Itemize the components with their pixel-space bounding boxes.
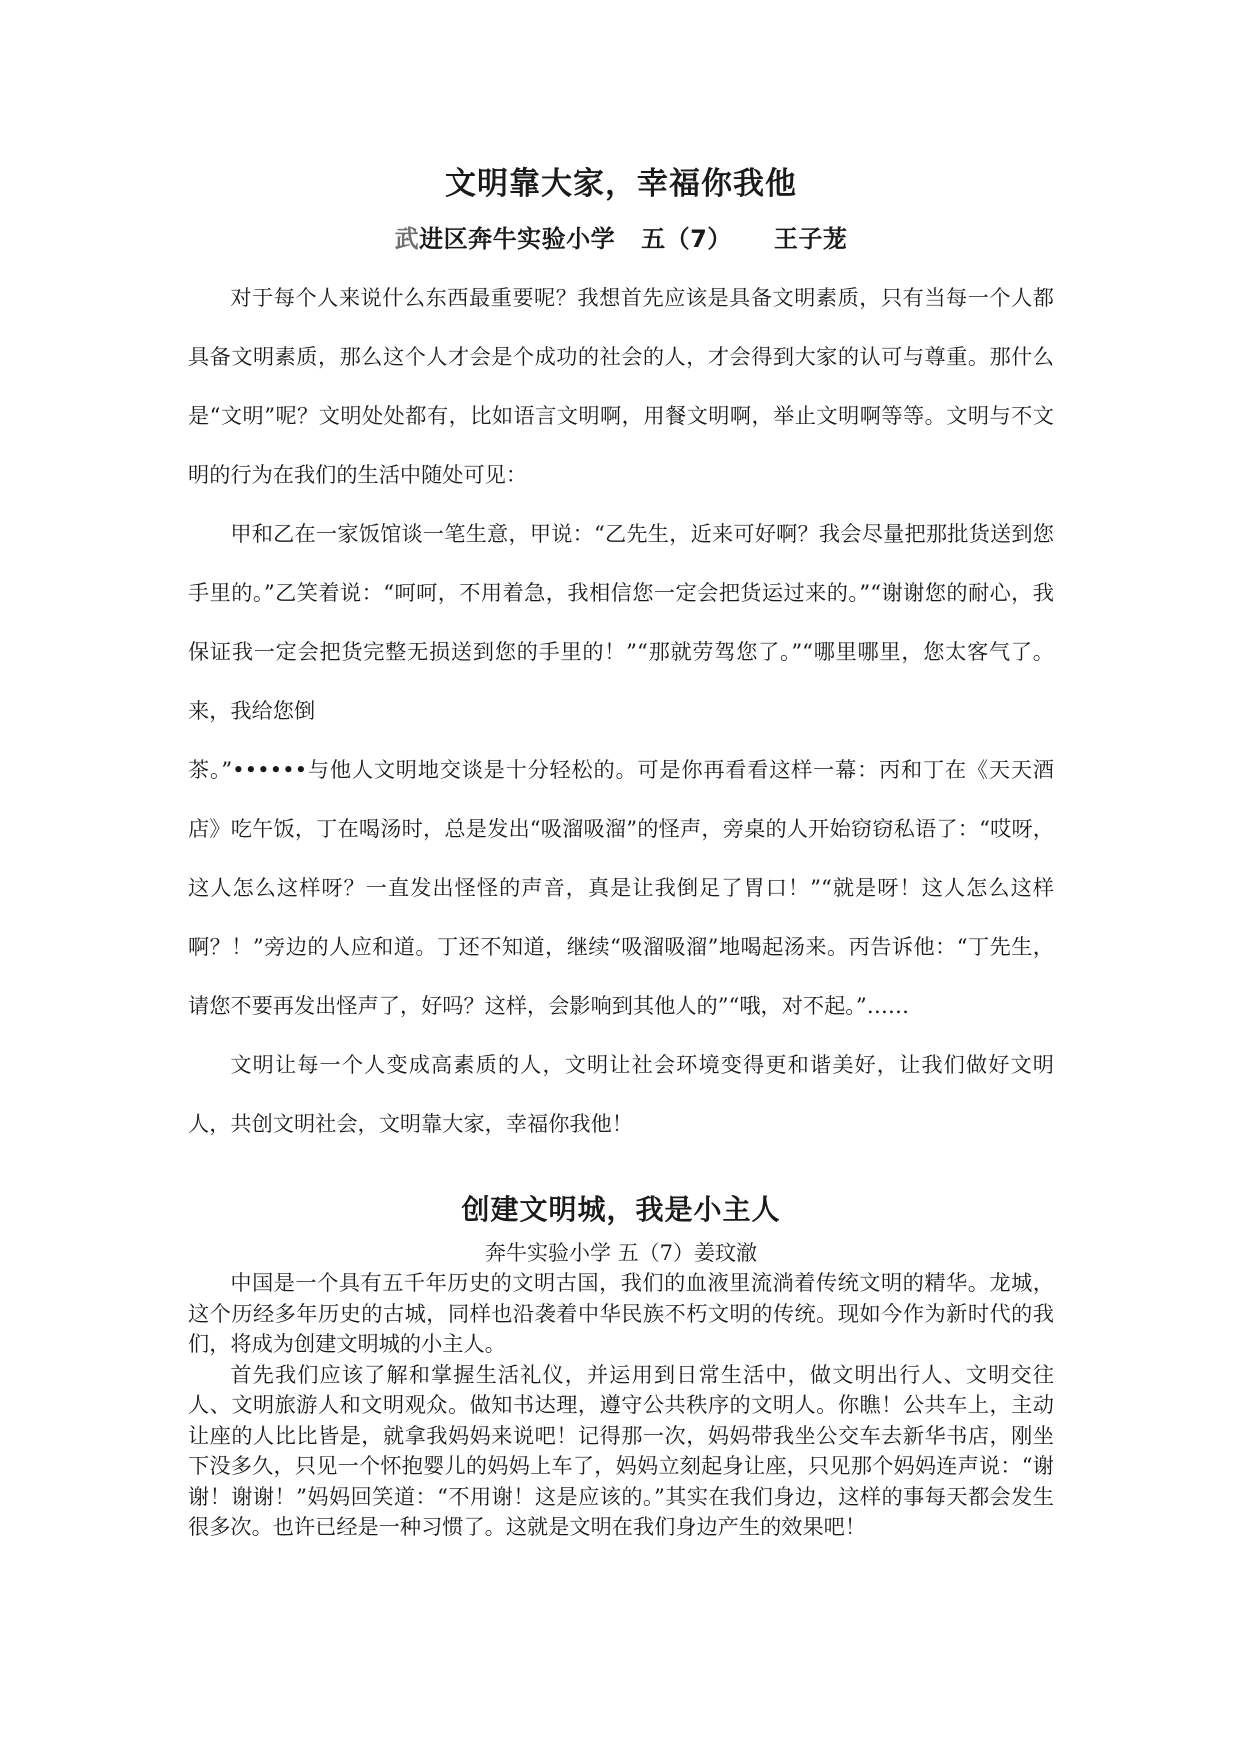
byline-class: 五（7） [641, 225, 732, 253]
byline-author: 王子茏 [773, 225, 848, 253]
article-one [188, 158, 1054, 1153]
article-one-byline [188, 216, 1054, 262]
article-two-paragraph: 中国是一个具有五千年历史的文明古国，我们的血液里流淌着传统文明的精华。龙城，这个历经多年历史的古城，同样也沿袭着中华民族不朽文明的传统。现如今作为新时代的我们，将成为创建文明城的小主人。 [188, 1270, 1054, 1356]
article-two [188, 1186, 1054, 1543]
article-two-title: 创建文明城，我是小主人 [461, 1193, 781, 1226]
article-one-paragraph: 甲和乙在一家饭馆谈一笔生意，甲说：“乙先生，近来可好啊？我会尽量把那批货送到您手里的。”乙笑着说：“呵呵，不用着急，我相信您一定会把货运过来的。”“谢谢您的耐心，我保证我一定会把货完整无损送到您的手里的！”“那就劳驾您了。”“哪里哪里，您太客气了。来，我给您倒 [188, 521, 1054, 723]
article-one-title: 文明靠大家，幸福你我他 [445, 166, 797, 202]
byline-school: 进区奔牛实验小学 [419, 225, 616, 253]
article-one-paragraph: 茶。”••••••与他人文明地交谈是十分轻松的。可是你再看看这样一幕：丙和丁在《天天酒店》吃午饭，丁在喝汤时，总是发出“吸溜吸溜”的怪声，旁桌的人开始窃窃私语了：“哎呀，这人怎么这样呀？一直发出怪怪的声音，真是让我倒足了胃口！”“就是呀！这人怎么这样啊？！”旁边的人应和道。丁还不知道，继续“吸溜吸溜”地喝起汤来。丙告诉他：“丁先生，请您不要再发出怪声了，好吗？这样，会影响到其他人的”“哦，对不起。”…… [188, 757, 1054, 1018]
byline-school-first-char: 武 [394, 225, 420, 253]
article-two-paragraph: 首先我们应该了解和掌握生活礼仪，并运用到日常生活中，做文明出行人、文明交往人、文明旅游人和文明观众。做知书达理，遵守公共秩序的文明人。你瞧！公共车上，主动让座的人比比皆是，就拿我妈妈来说吧！记得那一次，妈妈带我坐公交车去新华书店，刚坐下没多久，只见一个怀抱婴儿的妈妈上车了，妈妈立刻起身让座，只见那个妈妈连声说：“谢谢！谢谢！”妈妈回笑道：“不用谢！这是应该的。”其实在我们身边，这样的事每天都会发生很多次。也许已经是一种习惯了。这就是文明在我们身边产生的效果吧！ [188, 1361, 1054, 1539]
article-one-paragraph: 文明让每一个人变成高素质的人，文明让社会环境变得更和谐美好，让我们做好文明人，共创文明社会，文明靠大家，幸福你我他！ [188, 1052, 1054, 1136]
article-one-body [188, 268, 1054, 1153]
article-two-byline: 奔牛实验小学 五（7）姜玟澈 [484, 1241, 758, 1265]
article-one-paragraph: 对于每个人来说什么东西最重要呢？我想首先应该是具备文明素质，只有当每一个人都具备文明素质，那么这个人才会是个成功的社会的人，才会得到大家的认可与尊重。那什么是“文明”呢？文明处处都有，比如语言文明啊，用餐文明啊，举止文明啊等等。文明与不文明的行为在我们的生活中随处可见： [188, 285, 1054, 487]
article-two-body [188, 1268, 1054, 1543]
